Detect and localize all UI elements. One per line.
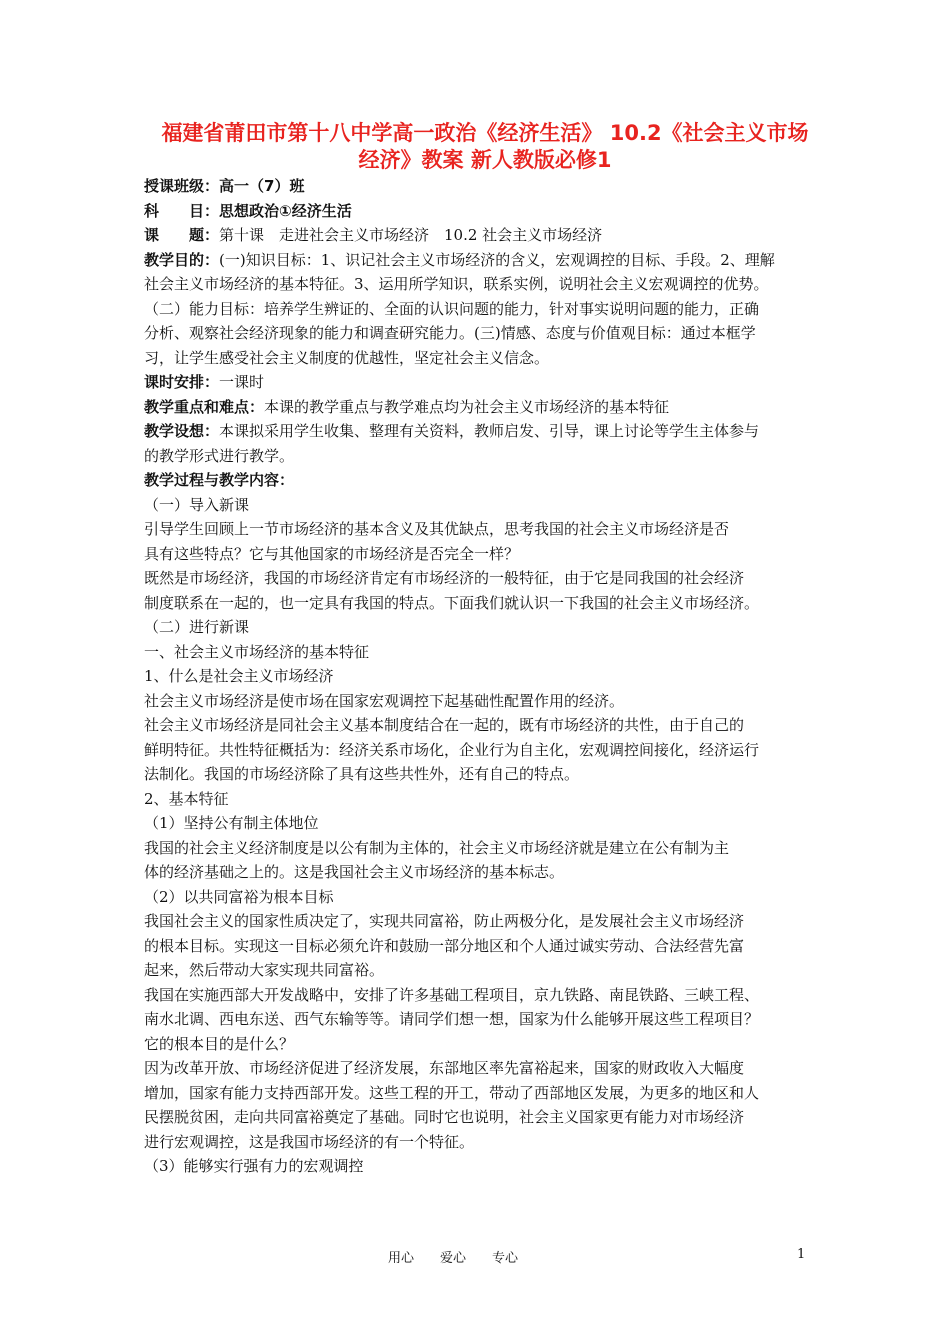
body-line: （1）坚持公有制主体地位	[144, 814, 319, 832]
body-line: 法制化。我国的市场经济除了具有这些共性外，还有自己的特点。	[144, 765, 580, 783]
objectives-line	[144, 248, 814, 273]
body-line: （3）能够实行强有力的宏观调控	[144, 1157, 364, 1175]
body-line: 增加，国家有能力支持西部开发。这些工程的开工，带动了西部地区发展，为更多的地区和人	[144, 1083, 760, 1102]
objectives-line: （二）能力目标：培养学生辨证的、全面的认识问题的能力，针对事实说明问题的能力，正确	[144, 299, 760, 318]
body-line: 它的根本目的是什么？	[144, 1034, 295, 1053]
process-label: 教学过程与教学内容：	[144, 471, 295, 489]
footer-motto: 用心 爱心 专心	[388, 1251, 519, 1266]
topic-label: 课 题：	[144, 226, 220, 244]
body-line: 我国在实施西部大开发战略中，安排了许多基础工程项目，京九铁路、南昆铁路、三峡工程、	[144, 985, 760, 1004]
design-value: 本课拟采用学生收集、整理有关资料，教师启发、引导，课上讨论等学生主体参与	[219, 422, 760, 440]
topic-row	[144, 223, 814, 248]
design-row	[144, 419, 814, 444]
title-line-2: 经济》教案 新人教版必修1	[358, 148, 612, 172]
body-line: 起来，然后带动大家实现共同富裕。	[144, 961, 385, 979]
schedule-row	[144, 370, 814, 395]
body-line: 1、什么是社会主义市场经济	[144, 667, 334, 685]
schedule-value: 一课时	[219, 373, 265, 391]
subject-value: 思想政治①经济生活	[219, 201, 352, 220]
body-line: 民摆脱贫困，走向共同富裕奠定了基础。同时它也说明，社会主义国家更有能力对市场经济	[144, 1108, 745, 1126]
body-line: 一、社会主义市场经济的基本特征	[144, 642, 370, 661]
design-label: 教学设想：	[144, 422, 220, 440]
subject-label: 科 目：	[144, 201, 220, 220]
objectives-line: 社会主义市场经济的基本特征。3、运用所学知识，联系实例，说明社会主义宏观调控的优势。	[144, 275, 769, 293]
class-label: 授课班级：	[144, 177, 220, 195]
body-line: 的根本目标。实现这一目标必须允许和鼓励一部分地区和个人通过诚实劳动、合法经营先富	[144, 936, 745, 955]
body-line: 进行宏观调控，这是我国市场经济的有一个特征。	[144, 1132, 475, 1151]
body-line: 我国的社会主义经济制度是以公有制为主体的，社会主义市场经济就是建立在公有制为主	[144, 838, 730, 857]
class-value: 高一（7）班	[219, 177, 305, 195]
body-line: 制度联系在一起的，也一定具有我国的特点。下面我们就认识一下我国的社会主义市场经济。	[144, 593, 760, 612]
body-line: 南水北调、西电东送、西气东输等等。请同学们想一想，国家为什么能够开展这些工程项目？	[144, 1010, 760, 1028]
body-line: 社会主义市场经济是同社会主义基本制度结合在一起的，既有市场经济的共性，由于自己的	[144, 716, 745, 734]
focus-row	[144, 395, 814, 420]
subject-row	[144, 199, 814, 224]
objectives-text: (一)知识目标：1、识记社会主义市场经济的含义，宏观调控的目标、手段。2、理解	[219, 250, 775, 269]
focus-label: 教学重点和难点：	[144, 397, 265, 416]
body-line: 引导学生回顾上一节市场经济的基本含义及其优缺点，思考我国的社会主义市场经济是否	[144, 520, 730, 538]
class-row	[144, 174, 814, 199]
body-line: （2）以共同富裕为根本目标	[144, 887, 334, 906]
objectives-line: 习，让学生感受社会主义制度的优越性，坚定社会主义信念。	[144, 348, 550, 367]
body-line: 具有这些特点？它与其他国家的市场经济是否完全一样？	[144, 544, 520, 563]
topic-value: 第十课 走进社会主义市场经济 10.2 社会主义市场经济	[219, 226, 603, 244]
objectives-line: 分析、观察社会经济现象的能力和调查研究能力。(三)情感、态度与价值观目标：通过本框学	[144, 324, 756, 342]
body-line: 社会主义市场经济是使市场在国家宏观调控下起基础性配置作用的经济。	[144, 691, 625, 710]
body-line: 体的经济基础之上的。这是我国社会主义市场经济的基本标志。	[144, 863, 565, 881]
body-line: （一）导入新课	[144, 495, 250, 514]
body-line: 既然是市场经济，我国的市场经济肯定有市场经济的一般特征，由于它是同我国的社会经济	[144, 569, 745, 587]
title-line-1: 福建省莆田市第十八中学高一政治《经济生活》 10.2《社会主义市场	[161, 121, 809, 145]
body-line: 鲜明特征。共性特征概括为：经济关系市场化，企业行为自主化，宏观调控间接化，经济运行	[144, 740, 760, 759]
page-number: 1	[797, 1247, 806, 1262]
body-line: 2、基本特征	[144, 789, 229, 808]
objectives-label: 教学目的：	[144, 250, 220, 269]
schedule-label: 课时安排：	[144, 373, 220, 391]
body-line: 我国社会主义的国家性质决定了，实现共同富裕，防止两极分化，是发展社会主义市场经济	[144, 912, 745, 930]
focus-value: 本课的教学重点与教学难点均为社会主义市场经济的基本特征	[264, 397, 670, 416]
document-body	[144, 174, 814, 1179]
body-line: （二）进行新课	[144, 618, 250, 636]
design-line-2: 的教学形式进行教学。	[144, 446, 295, 465]
body-line: 因为改革开放、市场经济促进了经济发展，东部地区率先富裕起来，国家的财政收入大幅度	[144, 1059, 745, 1077]
document-title	[140, 120, 830, 174]
